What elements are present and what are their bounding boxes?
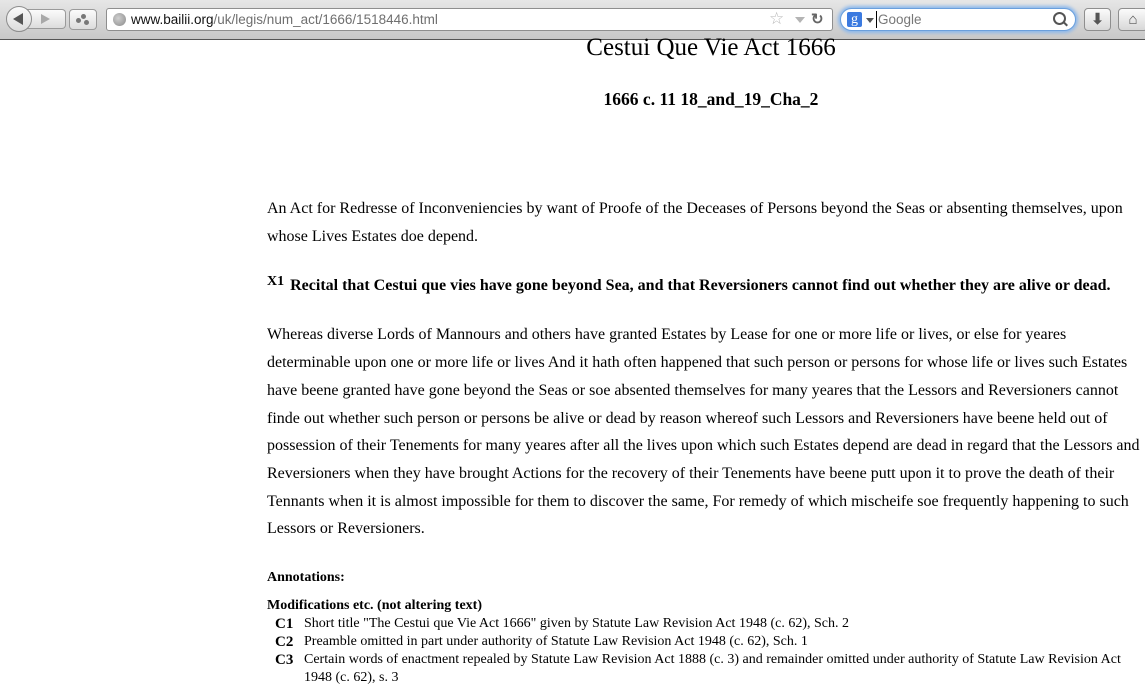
annotation-item [267, 633, 1145, 651]
annotation-item [267, 615, 1145, 633]
extensions-icon-dot [84, 20, 89, 25]
act-body [267, 195, 1145, 687]
magnifier-icon[interactable] [1053, 12, 1066, 25]
back-button[interactable] [6, 6, 32, 32]
annotation-text: Certain words of enactment repealed by Statute Law Revision Act 1888 (c. 3) and remainder omitted under authority of Statute Law Revision Act 1948 (c. 62), s. 3 [304, 652, 1121, 686]
extensions-button[interactable] [69, 9, 97, 30]
search-bar [840, 8, 1076, 31]
home-icon: ⌂ [1128, 11, 1138, 28]
annotation-code: C2 [275, 634, 294, 651]
annotations-subtitle: Modifications etc. (not altering text) [267, 598, 482, 614]
url-path: /uk/legis/num_act/1666/1518446.html [213, 12, 438, 27]
star-icon[interactable]: ☆ [769, 9, 785, 28]
engine-dropdown-arrow-icon[interactable] [866, 18, 874, 23]
section-heading-text: Recital that Cestui que vies have gone beyond Sea, and that Reversioners cannot find out whether they are alive or dead. [290, 277, 1111, 295]
reload-icon[interactable]: ↻ [811, 11, 824, 28]
annotations-list [267, 615, 1145, 687]
annotation-text: Preamble omitted in part under authority of Statute Law Revision Act 1948 (c. 62), Sch. 1 [304, 634, 808, 650]
globe-icon [113, 13, 126, 26]
annotation-code: C1 [275, 616, 294, 633]
page-content [0, 34, 1145, 690]
page-title: Cestui Que Vie Act 1666 [586, 34, 836, 61]
annotation-code: C3 [275, 652, 294, 669]
annotation-item [267, 651, 1145, 687]
section-heading [267, 270, 1145, 298]
dropdown-arrow-icon[interactable] [795, 17, 805, 23]
extensions-icon [76, 18, 81, 23]
annotation-text: Short title "The Cestui que Vie Act 1666" given by Statute Law Revision Act 1948 (c. 62), Sch. 2 [304, 616, 849, 632]
forward-button[interactable] [26, 9, 66, 29]
download-arrow-icon: ⬇ [1091, 11, 1104, 28]
address-bar[interactable] [106, 8, 833, 31]
home-button[interactable] [1118, 8, 1145, 31]
section-marker: X1 [267, 274, 285, 290]
url-text[interactable] [131, 12, 438, 27]
search-input[interactable] [876, 11, 1048, 28]
downloads-button[interactable] [1084, 8, 1111, 31]
url-host: www.bailii.org [131, 12, 214, 27]
long-title: An Act for Redresse of Inconveniencies by want of Proofe of the Deceases of Persons beyond the Seas or absenting themselves, upon whose Lives Estates doe depend. [267, 200, 1123, 245]
google-g-icon[interactable]: g [847, 12, 862, 27]
page-subtitle: 1666 c. 11 18_and_19_Cha_2 [603, 89, 819, 109]
annotations-title: Annotations: [267, 570, 345, 586]
section-text: Whereas diverse Lords of Mannours and others have granted Estates by Lease for one or more life or lives, or else for yeares determinable upon one or more life or lives And it hath often happened that such person or persons for whose life or lives such Estates have beene granted have gone beyond the Seas or soe absented themselves for many yeares that the Lessors and Reversioners cannot finde out whether such person or persons be alive or dead by reason whereof such Lessors and Reversioners have beene held out of possession of their Tenements for many yeares after all the lives upon which such Estates depend are dead in regard that the Lessors and Reversioners when they have brought Actions for the recovery of their Tenements have beene putt upon it to prove the death of their Tennants when it is almost impossible for them to discover the same, For remedy of which mischeife soe frequently happening to such Lessors or Reversioners. [267, 326, 1140, 538]
extensions-icon-dot [81, 14, 86, 19]
